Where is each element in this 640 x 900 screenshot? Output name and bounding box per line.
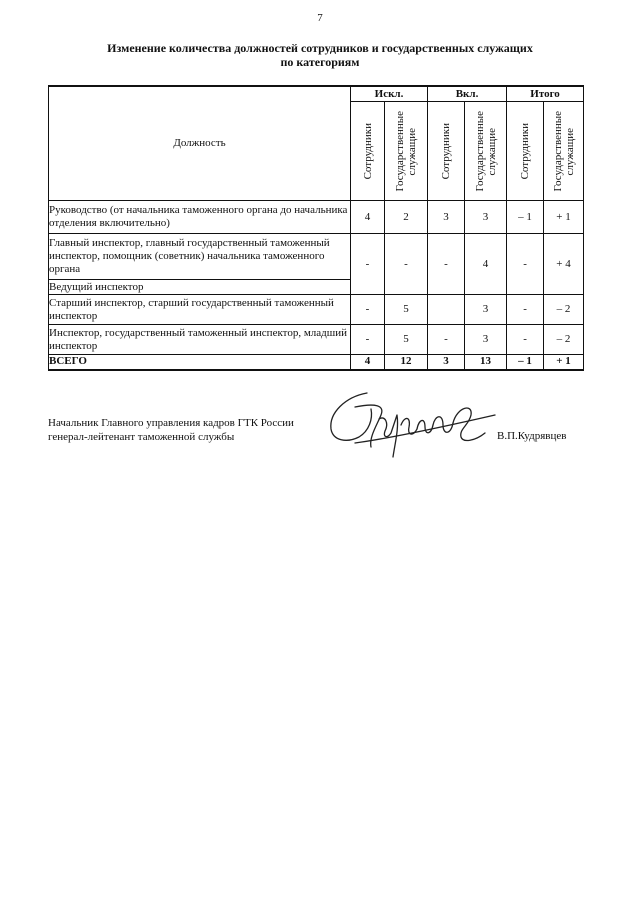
cell-excluded-servants: 5 (385, 325, 428, 355)
table-row (49, 295, 584, 325)
total-included-servants: 13 (465, 355, 507, 370)
cell-included-servants: 3 (465, 325, 507, 355)
title-line-2: по категориям (280, 55, 360, 69)
total-excluded-servants: 12 (385, 355, 428, 370)
cell-included-servants: 3 (465, 295, 507, 325)
cell-included-servants: 3 (465, 201, 507, 234)
cell-total-employees: - (507, 295, 544, 325)
subheader-employees: Сотрудники (428, 102, 465, 201)
cell-included-servants: 4 (465, 234, 507, 295)
row-position: Ведущий инспектор (49, 280, 351, 295)
signatory-rank: генерал-лейтенант таможенной службы (48, 431, 235, 443)
cell-excluded-servants: 2 (385, 201, 428, 234)
header-position: Должность (49, 86, 351, 201)
cell-excluded-servants: - (385, 234, 428, 295)
cell-total-employees: – 1 (507, 201, 544, 234)
subheader-civil-servants: Государственные служащие (465, 102, 507, 201)
cell-included-employees (428, 295, 465, 325)
header-group-excluded: Искл. (351, 86, 428, 102)
cell-total-employees: - (507, 234, 544, 295)
table-row (49, 325, 584, 355)
total-excluded-employees: 4 (351, 355, 385, 370)
cell-total-servants: – 2 (544, 295, 584, 325)
subheader-employees: Сотрудники (507, 102, 544, 201)
cell-excluded-employees: - (351, 234, 385, 295)
subheader-employees: Сотрудники (351, 102, 385, 201)
cell-included-employees: - (428, 325, 465, 355)
header-group-total: Итого (507, 86, 584, 102)
total-included-employees: 3 (428, 355, 465, 370)
row-position: Руководство (от начальника таможенного органа до начальника отделения включительно) (49, 201, 351, 234)
row-position: Главный инспектор, главный государственный таможенный инспектор, помощник (советник) начальника таможенного органа (49, 234, 351, 280)
signatory-block (48, 416, 348, 444)
cell-total-servants: – 2 (544, 325, 584, 355)
positions-table (48, 85, 584, 371)
cell-total-servants: + 1 (544, 201, 584, 234)
subheader-civil-servants: Государственные служащие (544, 102, 584, 201)
total-label: ВСЕГО (49, 355, 351, 370)
cell-total-employees: - (507, 325, 544, 355)
table-total-row (49, 355, 584, 370)
table-row (49, 234, 584, 280)
row-position: Старший инспектор, старший государственный таможенный инспектор (49, 295, 351, 325)
total-total-employees: – 1 (507, 355, 544, 370)
cell-included-employees: 3 (428, 201, 465, 234)
cell-excluded-employees: - (351, 295, 385, 325)
cell-included-employees: - (428, 234, 465, 295)
table-row (49, 201, 584, 234)
cell-excluded-servants: 5 (385, 295, 428, 325)
total-total-servants: + 1 (544, 355, 584, 370)
subheader-civil-servants: Государственные служащие (385, 102, 428, 201)
header-group-included: Вкл. (428, 86, 507, 102)
title-line-1: Изменение количества должностей сотрудников и государственных служащих (107, 41, 533, 55)
page-number: 7 (317, 12, 323, 24)
cell-excluded-employees: 4 (351, 201, 385, 234)
row-position: Инспектор, государственный таможенный инспектор, младший инспектор (49, 325, 351, 355)
signatory-title: Начальник Главного управления кадров ГТК России (48, 417, 294, 429)
signatory-name: В.П.Кудрявцев (497, 430, 567, 442)
handwritten-signature (315, 385, 505, 465)
document-title (40, 41, 600, 69)
cell-total-servants: + 4 (544, 234, 584, 295)
cell-excluded-employees: - (351, 325, 385, 355)
